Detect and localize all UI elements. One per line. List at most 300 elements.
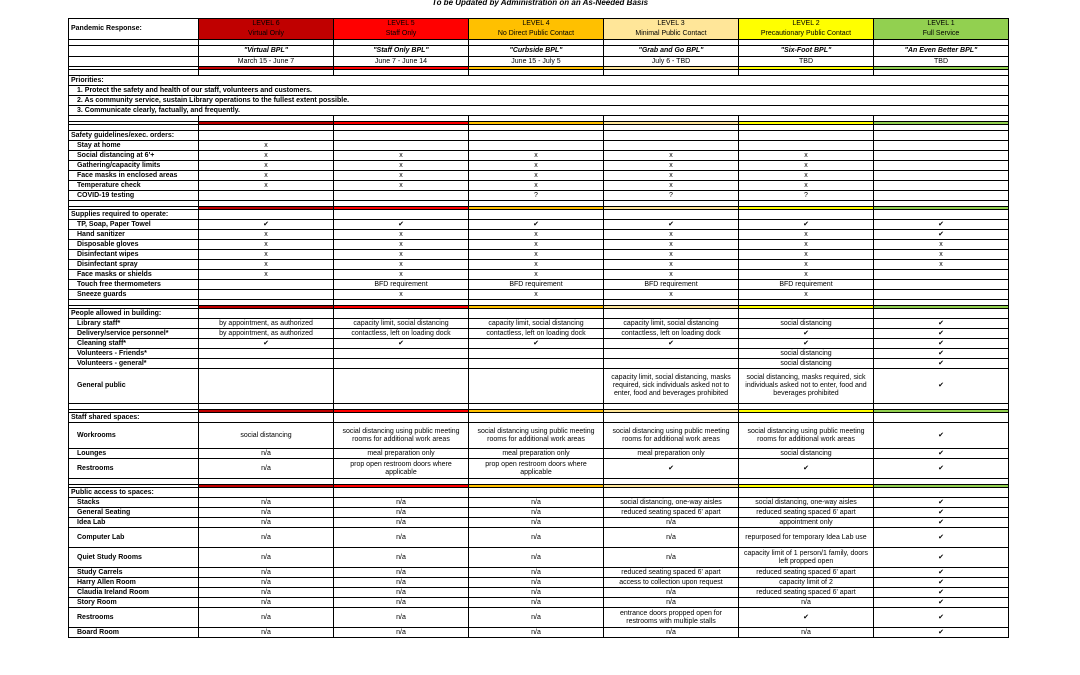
level-cell: ✔ (874, 628, 1009, 638)
empty-cell (334, 309, 469, 319)
level-cell (334, 359, 469, 369)
empty-cell (199, 413, 334, 423)
level-cell (874, 141, 1009, 151)
level-cell: capacity limit of 2 (739, 578, 874, 588)
empty-cell (874, 309, 1009, 319)
level-cell: ✔ (874, 578, 1009, 588)
level-cell: ✔ (604, 339, 739, 349)
empty-cell (469, 309, 604, 319)
level-cell: x (199, 171, 334, 181)
level-number: LEVEL 4 (522, 20, 550, 27)
level-cell: ✔ (874, 339, 1009, 349)
level-cell: ✔ (739, 339, 874, 349)
level-cell: x (334, 260, 469, 270)
level-cell: x (469, 240, 604, 250)
empty-cell (739, 131, 874, 141)
level-cell: x (739, 270, 874, 280)
level-cell: x (874, 250, 1009, 260)
level-cell: x (739, 250, 874, 260)
level-cell: capacity limit, social distancing (334, 319, 469, 329)
level-cell (874, 161, 1009, 171)
empty-cell (469, 488, 604, 498)
table-row (69, 359, 1009, 369)
row-label: General Seating (69, 508, 199, 518)
level-cell (469, 349, 604, 359)
level-cell: n/a (469, 578, 604, 588)
table-row (69, 151, 1009, 161)
level-dates: June 15 - July 5 (469, 57, 604, 67)
level-cell: ✔ (874, 230, 1009, 240)
level-cell: ✔ (874, 588, 1009, 598)
level-cell: x (739, 290, 874, 300)
level-cell: x (604, 250, 739, 260)
level-cell: n/a (469, 528, 604, 548)
row-label: Library staff* (69, 319, 199, 329)
level-cell (199, 290, 334, 300)
table-row (69, 141, 1009, 151)
empty-cell (874, 488, 1009, 498)
level-name-row (69, 46, 1009, 57)
level-cell: ✔ (739, 220, 874, 230)
table-row (69, 270, 1009, 280)
level-cell: ✔ (874, 220, 1009, 230)
level-cell (334, 349, 469, 359)
level-cell: x (604, 240, 739, 250)
level-cell (874, 280, 1009, 290)
row-label: Story Room (69, 598, 199, 608)
level-cell: x (469, 230, 604, 240)
row-label: Computer Lab (69, 528, 199, 548)
level-cell: ? (604, 191, 739, 201)
level-cell (604, 349, 739, 359)
table-row (69, 548, 1009, 568)
empty-cell (69, 57, 199, 67)
section-header-row (69, 309, 1009, 319)
level-cell: reduced seating spaced 6' apart (739, 568, 874, 578)
level-cell (199, 369, 334, 404)
level-cell: n/a (334, 568, 469, 578)
level-header (199, 19, 334, 40)
table-row (69, 528, 1009, 548)
level-number: LEVEL 5 (387, 20, 415, 27)
level-cell: n/a (604, 528, 739, 548)
table-row (69, 518, 1009, 528)
pandemic-response-table (68, 18, 1009, 638)
level-cell: x (604, 161, 739, 171)
level-cell: n/a (199, 518, 334, 528)
table-row (69, 260, 1009, 270)
level-cell: ✔ (874, 349, 1009, 359)
level-cell: ✔ (334, 220, 469, 230)
table-row (69, 578, 1009, 588)
level-cell: ✔ (874, 459, 1009, 479)
level-cell: social distancing (739, 349, 874, 359)
table-row (69, 191, 1009, 201)
level-name: "Six-Foot BPL" (739, 46, 874, 57)
level-cell: reduced seating spaced 6' apart (604, 568, 739, 578)
level-cell: ✔ (334, 339, 469, 349)
level-cell: x (604, 230, 739, 240)
level-cell (469, 141, 604, 151)
level-name: "Virtual BPL" (199, 46, 334, 57)
level-cell: n/a (604, 548, 739, 568)
row-label: Disinfectant wipes (69, 250, 199, 260)
level-cell: x (469, 171, 604, 181)
level-cell: x (874, 260, 1009, 270)
empty-cell (604, 488, 739, 498)
level-cell: x (334, 161, 469, 171)
empty-cell (69, 46, 199, 57)
level-cell: x (739, 171, 874, 181)
level-cell: n/a (199, 528, 334, 548)
table-row (69, 588, 1009, 598)
table-row (69, 230, 1009, 240)
level-cell: n/a (469, 598, 604, 608)
level-cell: x (739, 161, 874, 171)
level-cell: x (334, 250, 469, 260)
row-label: Social distancing at 6'+ (69, 151, 199, 161)
level-cell: social distancing, one-way aisles (739, 498, 874, 508)
table-row (69, 240, 1009, 250)
section-title: People allowed in building: (69, 309, 199, 319)
level-dates: July 6 - TBD (604, 57, 739, 67)
level-cell: social distancing (199, 423, 334, 449)
level-name: "Staff Only BPL" (334, 46, 469, 57)
row-label: Hand sanitizer (69, 230, 199, 240)
empty-cell (604, 210, 739, 220)
empty-cell (874, 131, 1009, 141)
row-label: General public (69, 369, 199, 404)
level-cell: ✔ (874, 548, 1009, 568)
section-header-row (69, 488, 1009, 498)
empty-cell (199, 488, 334, 498)
level-cell: social distancing using public meeting rooms for additional work areas (604, 423, 739, 449)
row-label: Sneeze guards (69, 290, 199, 300)
level-cell: x (739, 181, 874, 191)
level-cell: n/a (334, 508, 469, 518)
level-cell: x (199, 181, 334, 191)
level-cell: n/a (199, 628, 334, 638)
level-cell: n/a (469, 548, 604, 568)
level-cell: x (469, 250, 604, 260)
level-cell: n/a (334, 498, 469, 508)
row-label: Disposable gloves (69, 240, 199, 250)
table-row (69, 290, 1009, 300)
level-cell: repurposed for temporary Idea Lab use (739, 528, 874, 548)
level-description: Full Service (922, 30, 960, 37)
level-cell: prop open restroom doors where applicable (334, 459, 469, 479)
level-cell: social distancing using public meeting rooms for additional work areas (469, 423, 604, 449)
row-label: Restrooms (69, 459, 199, 479)
row-label: Workrooms (69, 423, 199, 449)
priority-text: 1. Protect the safety and health of our staff, volunteers and customers. (69, 86, 1009, 96)
level-cell: meal preparation only (469, 449, 604, 459)
table-row (69, 459, 1009, 479)
section-header-row (69, 413, 1009, 423)
table-row (69, 171, 1009, 181)
section-title: Safety guidelines/exec. orders: (69, 131, 199, 141)
priority-item (69, 96, 1009, 106)
level-cell: n/a (199, 459, 334, 479)
row-label: Study Carrels (69, 568, 199, 578)
level-header (604, 19, 739, 40)
level-cell: n/a (334, 518, 469, 528)
level-cell (739, 141, 874, 151)
level-cell: ✔ (199, 220, 334, 230)
priorities-header-row (69, 76, 1009, 86)
table-row (69, 628, 1009, 638)
level-cell: social distancing, masks required, sick individuals asked not to enter, food and beverages prohibited (739, 369, 874, 404)
section-header-row (69, 131, 1009, 141)
priority-item (69, 86, 1009, 96)
level-cell (604, 141, 739, 151)
level-cell: ✔ (874, 423, 1009, 449)
table-row (69, 280, 1009, 290)
level-header (874, 19, 1009, 40)
empty-cell (334, 131, 469, 141)
row-label: Stay at home (69, 141, 199, 151)
level-cell: x (469, 151, 604, 161)
level-cell: x (199, 250, 334, 260)
level-cell: x (199, 161, 334, 171)
level-cell: BFD requirement (469, 280, 604, 290)
level-cell (874, 181, 1009, 191)
level-cell: ✔ (469, 220, 604, 230)
level-dates: March 15 - June 7 (199, 57, 334, 67)
table-row (69, 339, 1009, 349)
level-cell (334, 369, 469, 404)
level-cell: x (334, 171, 469, 181)
row-label: Lounges (69, 449, 199, 459)
level-cell: social distancing (739, 449, 874, 459)
table-row (69, 319, 1009, 329)
level-name: "An Even Better BPL" (874, 46, 1009, 57)
level-cell: reduced seating spaced 6' apart (739, 588, 874, 598)
level-cell: x (469, 260, 604, 270)
level-description: Precautionary Public Contact (760, 30, 852, 37)
level-number: LEVEL 6 (252, 20, 280, 27)
level-cell: x (739, 240, 874, 250)
level-number: LEVEL 3 (657, 20, 685, 27)
level-cell: x (739, 230, 874, 240)
table-row (69, 250, 1009, 260)
row-label: Restrooms (69, 608, 199, 628)
level-cell: ✔ (874, 518, 1009, 528)
level-cell: n/a (604, 588, 739, 598)
row-label: COVID-19 testing (69, 191, 199, 201)
level-cell: ✔ (874, 598, 1009, 608)
level-cell: n/a (469, 608, 604, 628)
level-cell: x (199, 141, 334, 151)
level-cell: n/a (199, 498, 334, 508)
level-cell: x (334, 290, 469, 300)
level-cell (199, 191, 334, 201)
level-description: Staff Only (385, 30, 417, 37)
empty-cell (334, 413, 469, 423)
table-row (69, 423, 1009, 449)
level-header (739, 19, 874, 40)
section-title: Staff shared spaces: (69, 413, 199, 423)
row-label: Quiet Study Rooms (69, 548, 199, 568)
level-cell: BFD requirement (604, 280, 739, 290)
level-cell: contactless, left on loading dock (604, 329, 739, 339)
level-cell: n/a (334, 608, 469, 628)
table-row (69, 369, 1009, 404)
level-cell: x (469, 270, 604, 280)
level-cell: ✔ (604, 459, 739, 479)
level-cell (874, 151, 1009, 161)
empty-cell (739, 488, 874, 498)
priority-text: 2. As community service, sustain Library operations to the fullest extent possible. (69, 96, 1009, 106)
level-cell: meal preparation only (604, 449, 739, 459)
level-cell (199, 280, 334, 290)
level-cell: x (199, 230, 334, 240)
empty-cell (604, 309, 739, 319)
level-cell: x (199, 151, 334, 161)
level-cell: ✔ (874, 449, 1009, 459)
row-label: Volunteers - Friends* (69, 349, 199, 359)
level-cell: x (874, 240, 1009, 250)
row-label: Face masks or shields (69, 270, 199, 280)
level-cell: x (604, 151, 739, 161)
empty-cell (469, 413, 604, 423)
level-cell: x (199, 270, 334, 280)
level-cell: appointment only (739, 518, 874, 528)
level-cell: ✔ (739, 608, 874, 628)
level-cell (874, 191, 1009, 201)
priority-item (69, 106, 1009, 116)
level-cell: x (334, 151, 469, 161)
level-cell: social distancing using public meeting rooms for additional work areas (334, 423, 469, 449)
level-dates: June 7 - June 14 (334, 57, 469, 67)
level-cell: BFD requirement (739, 280, 874, 290)
empty-cell (874, 210, 1009, 220)
row-label: Delivery/service personnel* (69, 329, 199, 339)
level-cell: x (469, 290, 604, 300)
level-cell: n/a (334, 578, 469, 588)
row-label: Temperature check (69, 181, 199, 191)
table-row (69, 161, 1009, 171)
level-cell (604, 359, 739, 369)
level-dates: TBD (739, 57, 874, 67)
level-cell: x (739, 151, 874, 161)
empty-cell (604, 413, 739, 423)
level-cell: social distancing, one-way aisles (604, 498, 739, 508)
empty-cell (199, 210, 334, 220)
level-cell: x (199, 260, 334, 270)
level-cell: n/a (469, 628, 604, 638)
level-cell: n/a (739, 598, 874, 608)
row-label: Harry Allen Room (69, 578, 199, 588)
level-cell: n/a (199, 548, 334, 568)
level-cell: n/a (334, 588, 469, 598)
table-row (69, 498, 1009, 508)
level-number: LEVEL 2 (792, 20, 820, 27)
level-cell: n/a (334, 628, 469, 638)
level-cell: n/a (199, 508, 334, 518)
level-cell: ✔ (874, 508, 1009, 518)
level-cell: ✔ (604, 220, 739, 230)
table-row (69, 608, 1009, 628)
level-cell: social distancing (739, 319, 874, 329)
level-name: "Curbside BPL" (469, 46, 604, 57)
empty-cell (199, 309, 334, 319)
table-row (69, 568, 1009, 578)
level-cell (469, 359, 604, 369)
level-cell: contactless, left on loading dock (469, 329, 604, 339)
level-header (469, 19, 604, 40)
row-label: Volunteers - general* (69, 359, 199, 369)
document-subtitle: To be Updated by Administration on an As-Needed Basis (431, 0, 649, 7)
row-label: Disinfectant spray (69, 260, 199, 270)
table-row (69, 449, 1009, 459)
row-label: Board Room (69, 628, 199, 638)
row-label: Touch free thermometers (69, 280, 199, 290)
level-cell: x (334, 240, 469, 250)
level-header (334, 19, 469, 40)
empty-cell (739, 309, 874, 319)
level-cell: n/a (469, 498, 604, 508)
level-cell: ✔ (874, 329, 1009, 339)
level-cell: ✔ (739, 329, 874, 339)
level-cell: by appointment, as authorized (199, 319, 334, 329)
level-cell: reduced seating spaced 6' apart (604, 508, 739, 518)
level-cell: x (604, 270, 739, 280)
level-cell: capacity limit, social distancing (604, 319, 739, 329)
level-cell: n/a (199, 449, 334, 459)
level-cell: x (334, 230, 469, 240)
level-cell: x (334, 270, 469, 280)
level-description: No Direct Public Contact (497, 30, 575, 37)
level-cell: ? (469, 191, 604, 201)
table-row (69, 349, 1009, 359)
row-label: Idea Lab (69, 518, 199, 528)
level-cell: ✔ (874, 528, 1009, 548)
pandemic-response-label: Pandemic Response: (69, 19, 199, 40)
level-cell: n/a (334, 548, 469, 568)
level-cell: n/a (604, 518, 739, 528)
level-cell: x (604, 181, 739, 191)
empty-cell (469, 131, 604, 141)
section-title: Public access to spaces: (69, 488, 199, 498)
level-cell: n/a (604, 628, 739, 638)
level-cell: n/a (334, 598, 469, 608)
table-row (69, 508, 1009, 518)
level-cell: social distancing (739, 359, 874, 369)
level-cell: n/a (469, 568, 604, 578)
empty-cell (874, 413, 1009, 423)
level-cell: n/a (199, 578, 334, 588)
level-cell (199, 359, 334, 369)
level-cell: ? (739, 191, 874, 201)
level-cell (334, 191, 469, 201)
level-description: Minimal Public Contact (635, 30, 707, 37)
row-label: TP, Soap, Paper Towel (69, 220, 199, 230)
level-cell (874, 171, 1009, 181)
empty-cell (604, 131, 739, 141)
level-cell: x (469, 161, 604, 171)
level-cell: capacity limit of 1 person/1 family, doors left propped open (739, 548, 874, 568)
level-description: Virtual Only (247, 30, 285, 37)
level-name: "Grab and Go BPL" (604, 46, 739, 57)
level-cell: n/a (199, 588, 334, 598)
level-cell: ✔ (469, 339, 604, 349)
level-cell: prop open restroom doors where applicable (469, 459, 604, 479)
level-cell: n/a (469, 588, 604, 598)
level-cell: n/a (199, 568, 334, 578)
level-cell: ✔ (874, 369, 1009, 404)
level-cell (469, 369, 604, 404)
